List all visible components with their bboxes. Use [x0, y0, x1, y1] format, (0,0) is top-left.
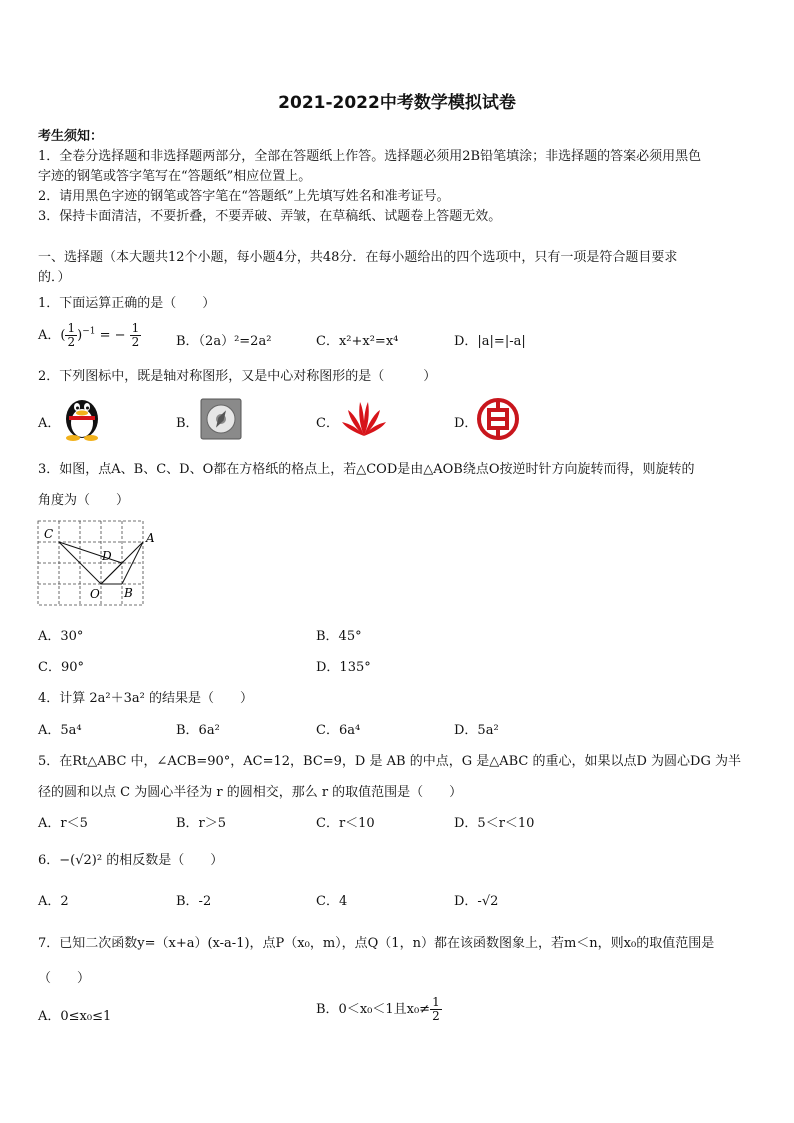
q4-option-a: A．5a⁴ [38, 723, 82, 738]
notice-item: 1．全卷分选择题和非选择题两部分，全部在答题纸上作答。选择题必须用2B铅笔填涂；非选择题的答案必须用黑色 [38, 149, 702, 164]
q5-option-d: D．5＜r＜10 [454, 816, 535, 831]
q5-option-c: C．r＜10 [316, 816, 375, 831]
q7-b-frac-n: 1 [432, 995, 440, 1009]
q1-a-rhs-n: 1 [131, 321, 140, 335]
q7-option-b [316, 996, 442, 1023]
q5-option-b: B．r＞5 [176, 816, 227, 831]
q3-label-a: A [146, 531, 155, 545]
q1-option-b: B．（2a）²=2a² [176, 334, 272, 349]
q3-label-b: B [124, 586, 133, 600]
q3-label-o: O [90, 587, 100, 601]
q6-option-c: C．4 [316, 894, 348, 909]
page-title: 2021-2022中考数学模拟试卷 [278, 93, 516, 113]
q6-option-a: A．2 [38, 894, 69, 909]
q4-stem: 4．计算 2a²＋3a² 的结果是（ ） [38, 691, 254, 706]
qq-penguin-icon [60, 393, 104, 441]
q2-option-b: B． [176, 416, 199, 431]
huawei-logo-icon [340, 398, 388, 438]
disk-icon [200, 398, 242, 440]
q7-option-a: A．0≤x₀≤1 [38, 1009, 112, 1024]
q3-option-b: B．45° [316, 629, 362, 644]
q4-option-b: B．6a² [176, 723, 220, 738]
q1-option-d: D．|a|=|-a| [454, 334, 526, 349]
q3-label-c: C [44, 527, 54, 541]
q7-b-frac-d: 2 [432, 1009, 440, 1023]
q3-option-c: C．90° [38, 660, 84, 675]
q1-a-label: A． [38, 328, 61, 343]
q6-stem: 6．−(√2)² 的相反数是（ ） [38, 853, 224, 868]
q7-stem: 7．已知二次函数y=（x+a）(x-a-1)，点P（x₀，m），点Q（1，n）都在该函数图象上，若m＜n，则x₀的取值范围是 [38, 936, 715, 951]
q3-grid-figure [36, 518, 166, 610]
notice-heading: 考生须知： [38, 129, 104, 144]
q6-option-b: B．-2 [176, 894, 212, 909]
q2-option-a: A． [38, 416, 61, 431]
q2-stem: 2．下列图标中，既是轴对称图形，又是中心对称图形的是（ ） [38, 369, 437, 384]
notice-item: 3．保持卡面清洁，不要折叠，不要弄破、弄皱，在草稿纸、试题卷上答题无效。 [38, 209, 502, 224]
q1-option-a: A．( $\frac{1}{2}$ )$^{-1}$ = − $\frac{1}{2}$ [38, 321, 140, 349]
q5-stem: 5．在Rt△ABC 中，∠ACB=90°，AC=12，BC=9，D 是 AB 的中点，G 是△ABC 的重心，如果以点D 为圆心DG 为半 [38, 754, 741, 769]
q4-option-c: C．6a⁴ [316, 723, 361, 738]
q2-option-d: D． [454, 416, 478, 431]
q3-label-d: D [102, 549, 112, 563]
q3-option-d: D．135° [316, 660, 371, 675]
q4-option-d: D．5a² [454, 723, 499, 738]
q3-stem: 3．如图，点A、B、C、D、O都在方格纸的格点上，若△COD是由△AOB绕点O按逆时针方向旋转而得，则旋转的 [38, 462, 695, 477]
q7-stem-cont: （ ） [38, 971, 91, 986]
q5-option-a: A．r＜5 [38, 816, 88, 831]
q1-a-exp: −1 [82, 326, 96, 337]
q6-option-d: D．-√2 [454, 894, 499, 909]
q3-stem-cont: 角度为（ ） [38, 493, 130, 508]
q1-option-c: C．x²+x²=x⁴ [316, 334, 399, 349]
q1-a-rhs-d: 2 [131, 335, 140, 349]
notice-item: 2．请用黑色字迹的钢笔或答字笔在“答题纸”上先填写姓名和准考证号。 [38, 189, 450, 204]
q1-a-frac-d: 2 [67, 335, 76, 349]
icbc-logo-icon [476, 397, 520, 441]
q1-stem: 1．下面运算正确的是（ ） [38, 296, 216, 311]
q7-b-text: B．0＜x₀＜1且x₀≠ [316, 1002, 431, 1017]
q1-a-frac-n: 1 [67, 321, 76, 335]
q2-option-c: C． [316, 416, 339, 431]
notice-item: 字迹的钢笔或答字笔写在“答题纸”相应位置上。 [38, 169, 312, 184]
section-heading: 一、选择题（本大题共12个小题，每小题4分，共48分．在每小题给出的四个选项中，只有一项是符合题目要求 [38, 250, 678, 265]
section-heading-cont: 的．） [38, 270, 71, 285]
q1-a-eq: = − [99, 328, 126, 343]
q3-option-a: A．30° [38, 629, 84, 644]
q5-stem-cont: 径的圆和以点 C 为圆心半径为 r 的圆相交，那么 r 的取值范围是（ ） [38, 785, 463, 800]
